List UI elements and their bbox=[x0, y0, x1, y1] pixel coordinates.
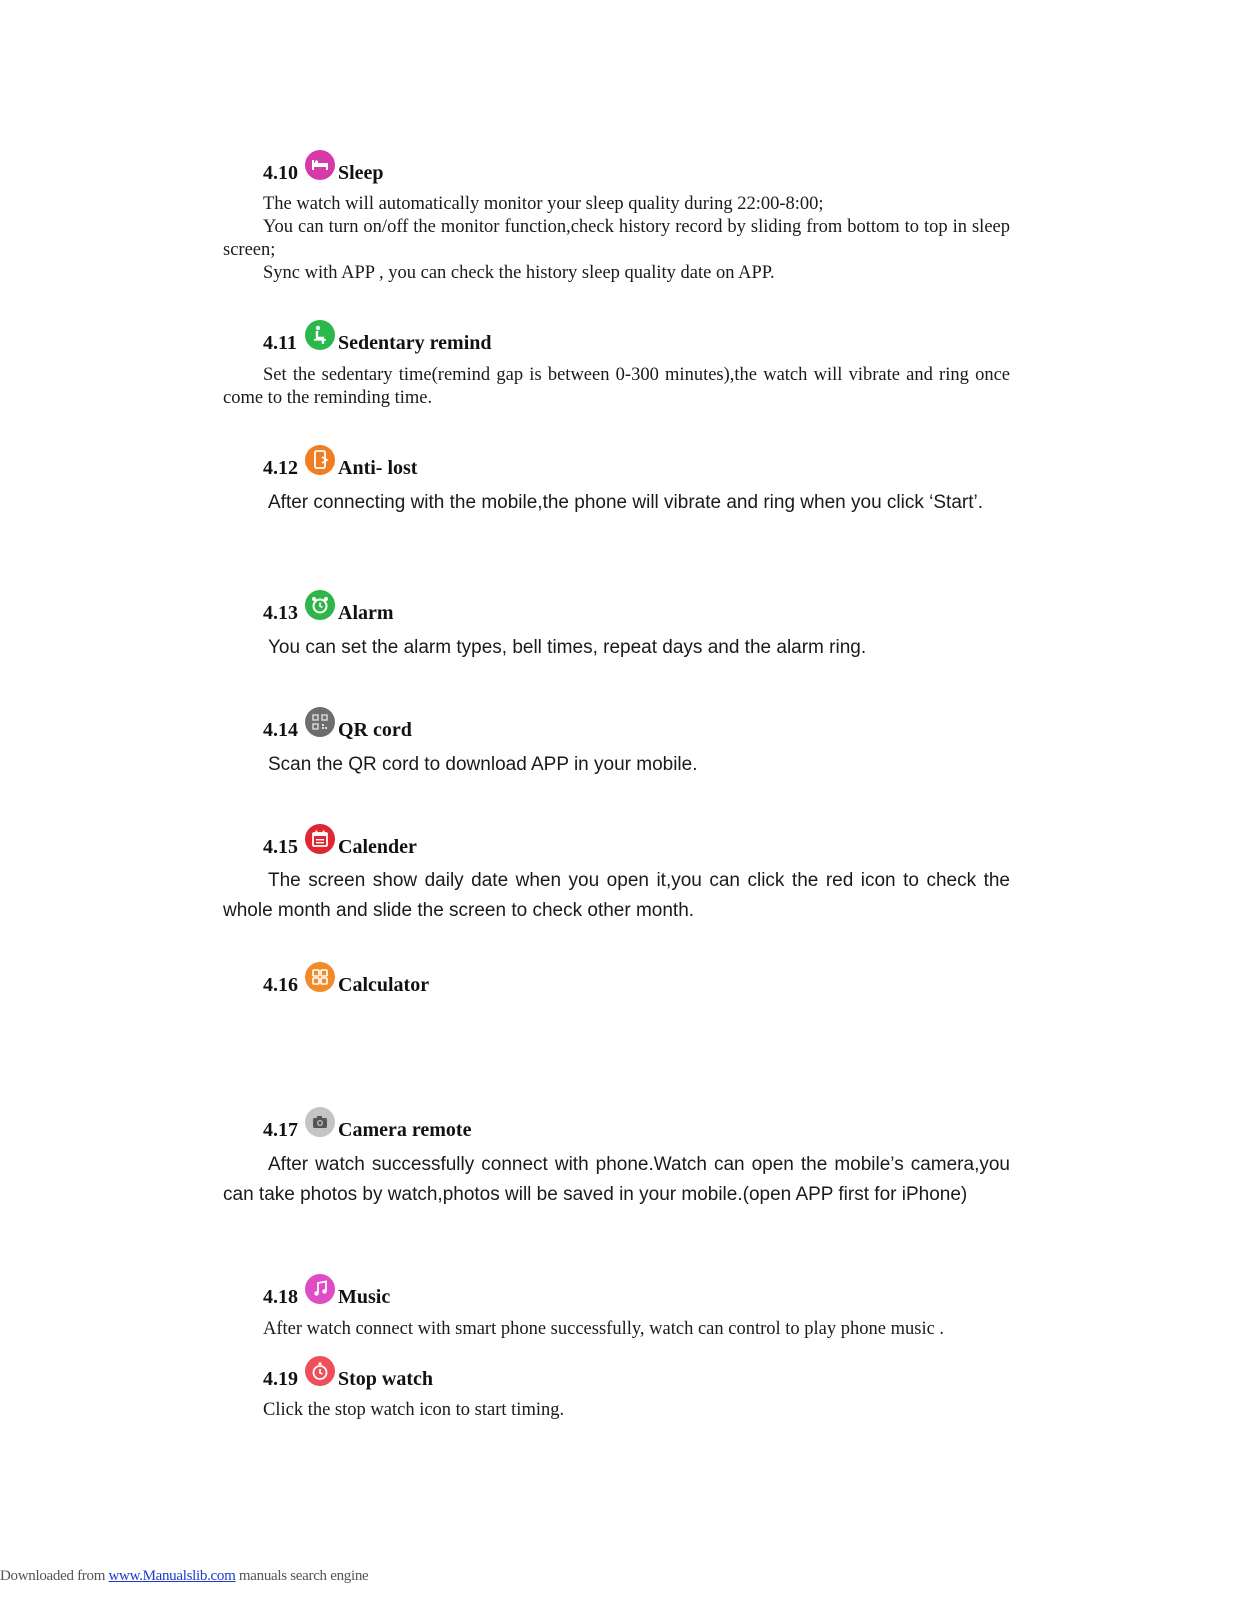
section-title: Calculator bbox=[338, 974, 430, 996]
download-footer bbox=[0, 1568, 368, 1585]
paragraph: After watch connect with smart phone successfully, watch can control to play phone music . bbox=[263, 1319, 945, 1339]
section-title: Calender bbox=[338, 836, 417, 858]
section-heading-anti-lost bbox=[263, 445, 417, 479]
paragraph: The screen show daily date when you open it,you can click the red icon to check the whole month and slide the screen to check other month. bbox=[223, 870, 1010, 921]
section-title: Camera remote bbox=[338, 1119, 472, 1141]
section-heading-calender bbox=[263, 824, 417, 858]
section-title: Anti- lost bbox=[338, 457, 418, 479]
section-body-anti-lost bbox=[223, 488, 1010, 518]
section-heading-music bbox=[263, 1274, 390, 1308]
calendar-icon bbox=[305, 824, 335, 854]
section-body-music bbox=[223, 1318, 1010, 1341]
paragraph: After connecting with the mobile,the phone will vibrate and ring when you click ‘Start’. bbox=[268, 492, 983, 513]
paragraph: Set the sedentary time(remind gap is between 0-300 minutes),the watch will vibrate and ring once come to the reminding time. bbox=[223, 365, 1010, 408]
paragraph: Sync with APP , you can check the history sleep quality date on APP. bbox=[263, 263, 775, 283]
qr-code-icon bbox=[305, 707, 335, 737]
section-number: 4.19 bbox=[263, 1368, 298, 1390]
calculator-icon bbox=[305, 962, 335, 992]
section-heading-calculator bbox=[263, 962, 429, 996]
section-heading-stop-watch bbox=[263, 1356, 433, 1390]
section-body-calender bbox=[223, 866, 1010, 926]
camera-icon bbox=[305, 1107, 335, 1137]
section-title: Sleep bbox=[338, 162, 384, 184]
footer-prefix: Downloaded from bbox=[0, 1568, 109, 1584]
paragraph: You can turn on/off the monitor function,check history record by sliding from bottom to top in sleep screen; bbox=[223, 217, 1010, 260]
section-heading-sedentary-remind bbox=[263, 320, 492, 354]
section-heading-alarm bbox=[263, 590, 394, 624]
section-number: 4.15 bbox=[263, 836, 298, 858]
section-body-stop-watch bbox=[223, 1399, 1010, 1422]
section-heading-sleep bbox=[263, 150, 384, 184]
footer-suffix: manuals search engine bbox=[235, 1568, 369, 1584]
section-number: 4.18 bbox=[263, 1286, 298, 1308]
section-body-camera-remote bbox=[223, 1150, 1010, 1210]
section-number: 4.16 bbox=[263, 974, 298, 996]
section-body-alarm bbox=[223, 633, 1010, 663]
section-body-sedentary-remind bbox=[223, 364, 1010, 410]
manualslib-link[interactable]: www.Manualslib.com bbox=[108, 1568, 236, 1584]
section-number: 4.10 bbox=[263, 162, 298, 184]
paragraph: Click the stop watch icon to start timing. bbox=[263, 1400, 565, 1420]
section-number: 4.14 bbox=[263, 719, 298, 741]
section-title: QR cord bbox=[338, 719, 412, 741]
paragraph: After watch successfully connect with phone.Watch can open the mobile’s camera,you can take photos by watch,photos will be saved in your mobile.(open APP first for iPhone) bbox=[223, 1154, 1010, 1205]
sleep-bed-icon bbox=[305, 150, 335, 180]
anti-lost-phone-icon bbox=[305, 445, 335, 475]
sedentary-sitting-person-icon bbox=[305, 320, 335, 350]
section-title: Alarm bbox=[338, 602, 394, 624]
section-body-qr-cord bbox=[223, 750, 1010, 780]
section-title: Sedentary remind bbox=[338, 332, 492, 354]
section-number: 4.11 bbox=[263, 332, 297, 354]
section-title: Stop watch bbox=[338, 1368, 434, 1390]
section-number: 4.12 bbox=[263, 457, 298, 479]
music-note-icon bbox=[305, 1274, 335, 1304]
paragraph: The watch will automatically monitor your sleep quality during 22:00-8:00; bbox=[263, 194, 824, 214]
section-title: Music bbox=[338, 1286, 391, 1308]
paragraph: You can set the alarm types, bell times, repeat days and the alarm ring. bbox=[268, 637, 867, 658]
paragraph: Scan the QR cord to download APP in your mobile. bbox=[268, 754, 698, 775]
alarm-clock-icon bbox=[305, 590, 335, 620]
section-body-sleep bbox=[223, 193, 1010, 285]
section-heading-camera-remote bbox=[263, 1107, 471, 1141]
section-heading-qr-cord bbox=[263, 707, 412, 741]
stopwatch-icon bbox=[305, 1356, 335, 1386]
section-number: 4.13 bbox=[263, 602, 298, 624]
section-number: 4.17 bbox=[263, 1119, 298, 1141]
